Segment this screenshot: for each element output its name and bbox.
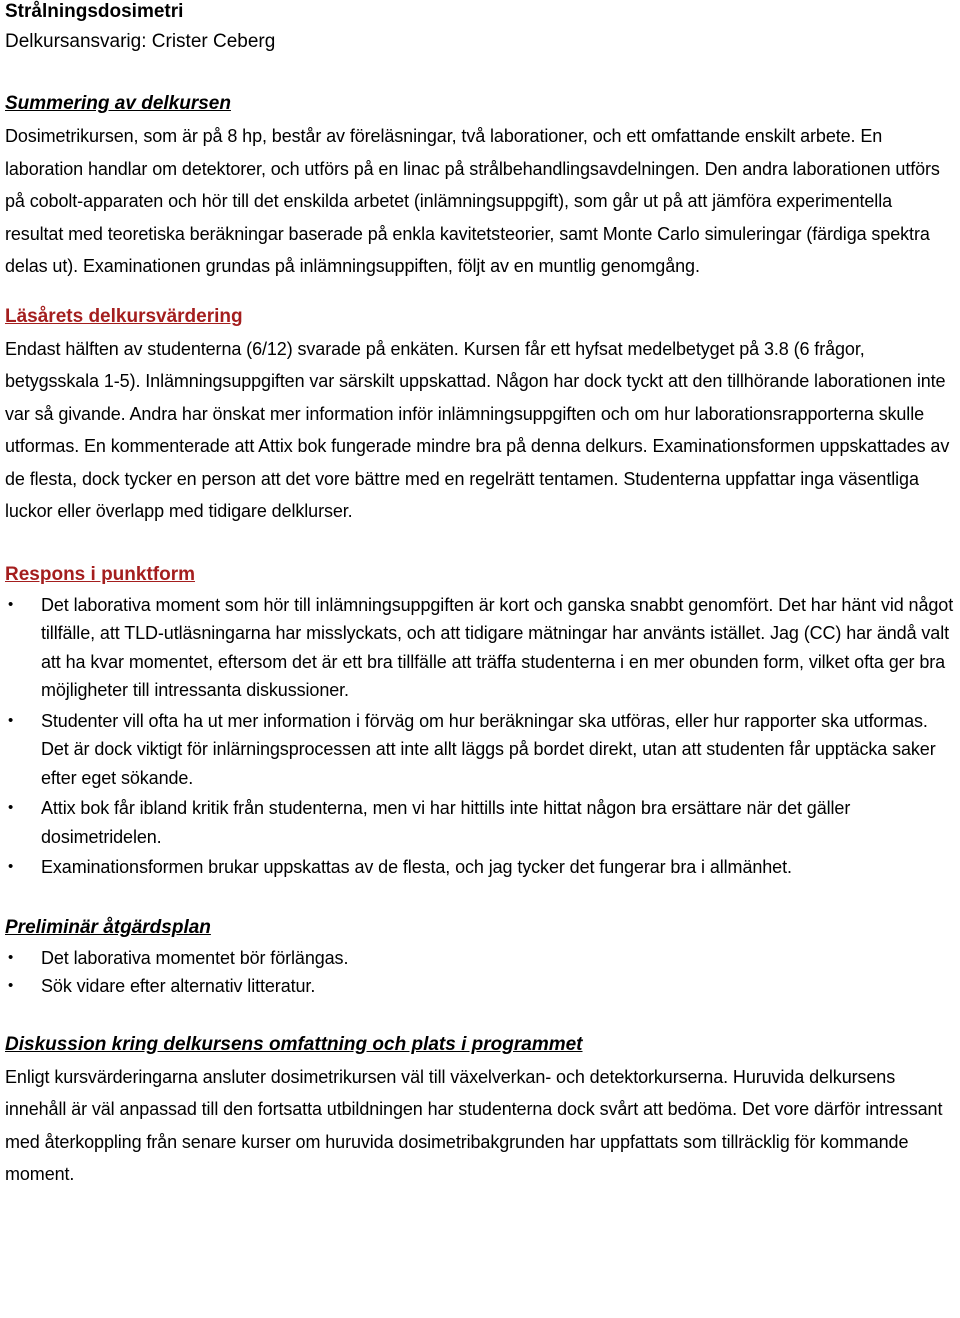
- list-item-text: Det laborativa moment som hör till inlämningsuppgiften är kort och ganska snabbt genomfört. Det har hänt vid något tillfälle, att TLD-utläsningarna har misslyckats, och att tidigare mätningar har använts istället. Jag (CC) har ändå valt att ha kvar momentet, eftersom det är ett bra tillfälle att träffa studenterna i en mer obunden form, vilket ofta ger bra möjligheter till intressanta diskussioner.: [41, 594, 954, 700]
- summary-text: Dosimetrikursen, som är på 8 hp, består av föreläsningar, två laborationer, och ett omfattande enskilt arbete. En laboration handlar om detektorer, och utförs på en linac på strålbehandlingsavdelningen. Den andra laborationen utförs på cobolt-apparaten och hör till det enskilda arbetet (inlämningsuppgift), som går ut på att jämföra experimentella resultat med teoretiska beräkningar baserade på enkla kavitetsteorier, samt Monte Carlo simuleringar (färdiga spektra delas ut). Examinationen grundas på inlämningsuppiften, följt av en muntlig genomgång.: [5, 126, 940, 276]
- bullet-icon: •: [8, 977, 14, 994]
- response-list: [5, 591, 955, 882]
- bullet-icon: •: [8, 948, 14, 966]
- summary-section: [5, 88, 955, 283]
- list-item-text: Studenter vill ofta ha ut mer information i förväg om hur beräkningar ska utföras, eller hur rapporter ska utformas. Det är dock viktigt för inlärningsprocessen att inte allt läggs på bordet direkt, utan att studenten får upptäcka saker efter eget sökande.: [41, 710, 936, 788]
- list-item-text: Sök vidare efter alternativ litteratur.: [41, 976, 316, 996]
- list-item-text: Det laborativa momentet bör förlängas.: [41, 947, 349, 968]
- evaluation-text: Endast hälften av studenterna (6/12) svarade på enkäten. Kursen får ett hyfsat medelbetyget på 3.8 (6 frågor, betygsskala 1-5). Inlämningsuppgiften var särskilt uppskattad. Någon har dock tyckt att den tillhörande laborationen inte var så givande. Andra har önskat mer information inför inlämningsuppgiften och om hur laborationsrapporterna skulle utformas. En kommenterade att Attix bok fungerade mindre bra på denna delkurs. Examinationsformen uppskattades av de flesta, dock tycker en person att det vore bättre med en regelrätt tentamen. Studenterna uppfattar inga väsentliga luckor eller överlapp med tidigare delklurser.: [5, 338, 950, 521]
- list-item: [5, 794, 955, 851]
- course-responsible: Delkursansvarig: Crister Ceberg: [5, 31, 276, 52]
- evaluation-heading: Läsårets delkursvärdering: [5, 305, 243, 327]
- list-item: [5, 707, 955, 793]
- summary-heading: Summering av delkursen: [5, 93, 231, 114]
- discussion-heading: Diskussion kring delkursens omfattning och plats i programmet: [5, 1033, 583, 1055]
- bullet-icon: •: [8, 799, 14, 816]
- plan-section: [5, 912, 955, 1001]
- response-section: [5, 559, 955, 882]
- plan-list: [5, 944, 955, 1001]
- list-item: [5, 972, 955, 1001]
- bullet-icon: •: [8, 858, 14, 875]
- evaluation-section: [5, 301, 955, 528]
- discussion-section: [5, 1029, 955, 1191]
- bullet-icon: •: [8, 711, 14, 729]
- list-item-text: Examinationsformen brukar uppskattas av de flesta, och jag tycker det fungerar bra i allmänhet.: [41, 857, 792, 877]
- list-item-text: Attix bok får ibland kritik från studenterna, men vi har hittills inte hittat någon bra ersättare när det gäller dosimetridelen.: [41, 798, 851, 847]
- discussion-text: Enligt kursvärderingarna ansluter dosimetrikursen väl till växelverkan- och detektorkurserna. Huruvida delkursens innehåll är väl anpassad till den fortsatta utbildningen har studenterna dock svårt att bedöma. Det vore därför intressant med återkoppling från senare kurser om huruvida dosimetribakgrunden har uppfattats som tillräcklig för kommande moment.: [5, 1066, 943, 1184]
- document-title: Strålningsdosimetri: [5, 1, 184, 22]
- bullet-icon: •: [8, 595, 14, 613]
- response-heading: Respons i punktform: [5, 563, 196, 585]
- list-item: [5, 944, 955, 973]
- list-item: [5, 853, 955, 882]
- plan-heading: Preliminär åtgärdsplan: [5, 916, 211, 938]
- list-item: [5, 591, 955, 705]
